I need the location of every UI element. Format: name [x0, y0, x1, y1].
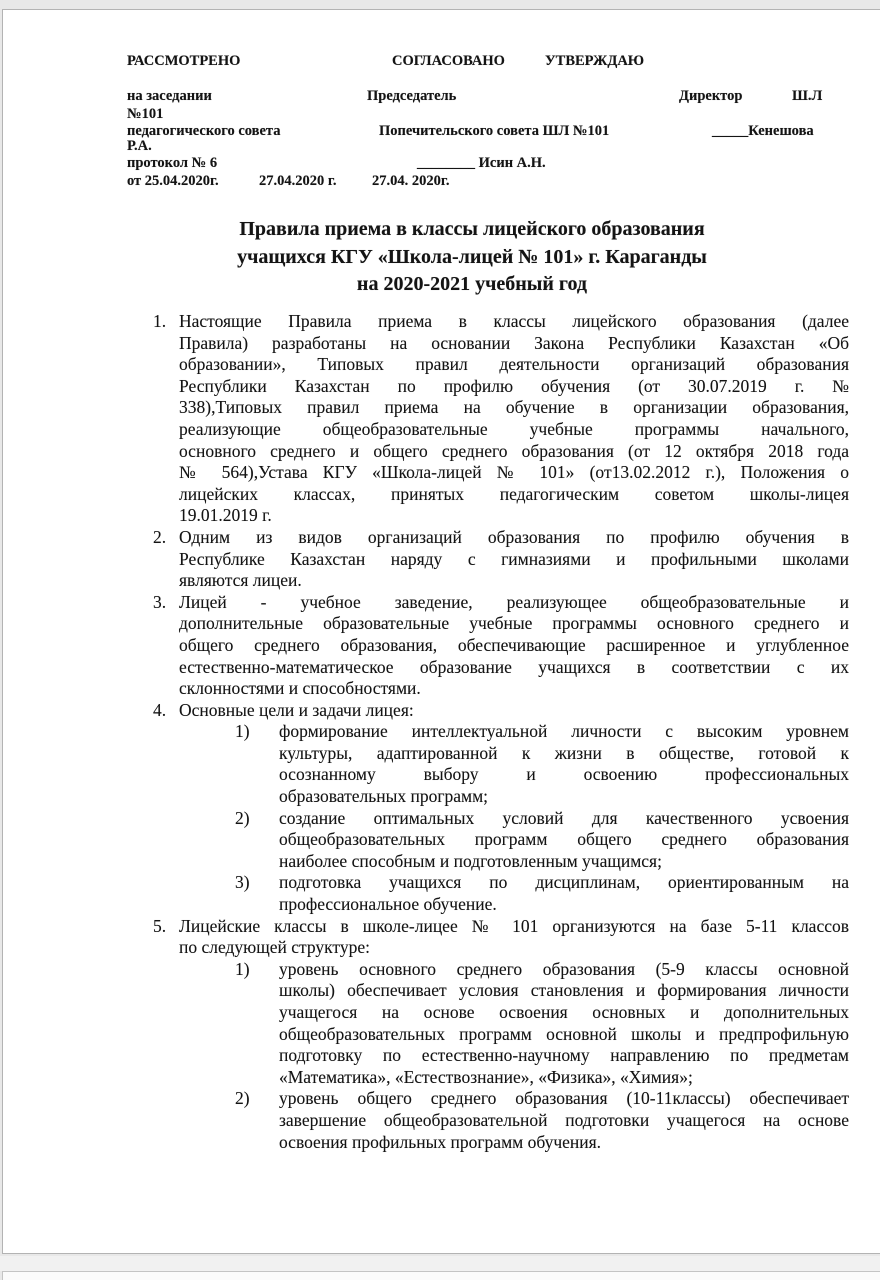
text-line: уровень общего среднего образования (10-11классы) обеспечивает — [279, 1088, 849, 1109]
reviewed-title: РАССМОТРЕНО — [127, 53, 241, 69]
sub-item-4-1 — [127, 721, 849, 807]
text-line: 19.01.2019 г. — [179, 505, 272, 526]
text-line: общего среднего образования, обеспечивающие расширенное и углубленное — [179, 634, 849, 655]
sub-item-4-3 — [127, 872, 849, 915]
text-line: освоения профильных программ обучения. — [279, 1131, 602, 1152]
sub-item-5-1 — [127, 959, 849, 1089]
text-line: учащегося на основе освоения основных и дополнительных — [279, 1002, 849, 1022]
list-item-3 — [127, 592, 849, 700]
sub-item-5-2 — [127, 1088, 849, 1153]
text-line: по следующей структуре: — [179, 937, 370, 958]
text-line: реализующие общеобразовательные учебные программы начального, — [179, 418, 849, 439]
approved-date: 27.04. 2020г. — [372, 173, 450, 189]
reviewed-line-meeting: на заседании — [127, 88, 212, 104]
text-line: являются лицеи. — [179, 570, 302, 591]
text-line: Настоящие Правила приема в классы лицейского образования (далее — [179, 311, 849, 331]
sub-item-number: 2) — [235, 807, 250, 828]
text-line: школы) обеспечивает условия становления и формирования личности — [279, 980, 849, 1001]
sub-item-4-2 — [127, 808, 849, 873]
agreed-date: 27.04.2020 г. — [259, 173, 337, 189]
text-line: образовательных программ; — [279, 786, 489, 807]
text-line: завершение общеобразовательной подготовки учащегося на основе — [279, 1109, 849, 1130]
list-item-1 — [127, 311, 849, 527]
text-line: подготовка учащихся по дисциплинам, ориентированным на — [279, 872, 849, 893]
sub-item-number: 1) — [235, 958, 250, 979]
text-line: образовании», Типовых правил деятельности организаций образования — [179, 354, 849, 375]
title-line: учащихся КГУ «Школа-лицей № 101» г. Караганды — [237, 245, 707, 268]
reviewed-line-initials: Р.А. — [127, 138, 152, 154]
text-line: уровень основного среднего образования (5-9 классы основной — [279, 958, 849, 979]
item-number: 3. — [153, 591, 167, 612]
approved-title: УТВЕРЖДАЮ — [545, 53, 645, 69]
item-number: 5. — [153, 915, 167, 936]
approved-director-label: Директор — [679, 88, 743, 104]
list-item-2 — [127, 527, 849, 592]
sub-item-number: 1) — [235, 721, 250, 742]
text-line: профессиональное обучение. — [279, 894, 497, 915]
text-line: № 564),Устава КГУ «Школа-лицей № 101» (от13.02.2012 г.), Положения о — [179, 462, 849, 483]
page-gap — [0, 1256, 880, 1271]
list-item-5 — [127, 916, 849, 959]
text-line: формирование интеллектуальной личности с высоким уровнем — [279, 721, 849, 742]
agreed-title: СОГЛАСОВАНО — [392, 53, 505, 69]
text-line: общеобразовательных программ общего среднего образования — [279, 829, 849, 850]
text-line: естественно-математическое образование учащихся в соответствии с их — [179, 656, 849, 677]
text-line: склонностями и способностями. — [179, 678, 421, 699]
text-line: культуры, адаптированной к жизни в обществе, готовой к — [279, 742, 849, 763]
approved-school-label: Ш.Л — [792, 88, 823, 104]
agreed-council: Попечительского совета ШЛ №101 — [379, 123, 610, 139]
approved-signature: _____Кенешова — [712, 123, 814, 139]
agreed-signature: ________ Исин А.Н. — [417, 155, 546, 171]
text-line: Правила) разработаны на основании Закона Республики Казахстан «Об — [179, 332, 849, 353]
reviewed-date: от 25.04.2020г. — [127, 173, 219, 189]
text-line: создание оптимальных условий для качественного усвоения — [279, 807, 849, 828]
item-number: 1. — [153, 311, 167, 331]
text-line: наиболее способным и подготовленным учащимся; — [279, 850, 662, 871]
text-line: основного среднего и общего среднего образования (от 12 октября 2018 года — [179, 440, 849, 461]
title-line: Правила приема в классы лицейского образования — [239, 218, 705, 240]
reviewed-line-council: педагогического совета — [127, 123, 281, 139]
text-line: Основные цели и задачи лицея: — [179, 699, 414, 720]
text-line: дополнительные образовательные учебные программы основного среднего и — [179, 613, 849, 634]
text-line: Лицейские классы в школе-лицее № 101 организуются на базе 5-11 классов — [179, 915, 849, 936]
next-page-edge — [2, 1271, 880, 1280]
reviewed-line-number: №101 — [127, 106, 164, 122]
item-number: 4. — [153, 699, 167, 720]
text-line: Республике Казахстан наряду с гимназиями и профильными школами — [179, 548, 849, 569]
reviewed-line-protocol: протокол № 6 — [127, 155, 218, 171]
text-line: подготовку по естественно-научному направлению по предметам — [279, 1045, 849, 1066]
document-title — [127, 216, 817, 299]
agreed-chairman: Председатель — [367, 88, 457, 104]
text-line: Лицей - учебное заведение, реализующее общеобразовательные и — [179, 591, 849, 612]
document-body — [127, 311, 849, 1153]
list-item-4 — [127, 700, 849, 722]
sub-item-number: 2) — [235, 1088, 250, 1109]
text-line: Одним из видов организаций образования по профилю обучения в — [179, 526, 849, 547]
item-number: 2. — [153, 526, 167, 547]
title-line: на 2020-2021 учебный год — [356, 273, 588, 295]
text-line: «Математика», «Естествознание», «Физика», «Химия»; — [279, 1066, 693, 1087]
text-line: 338),Типовых правил приема на обучение в организации образования, — [179, 397, 849, 418]
sub-item-number: 3) — [235, 872, 250, 893]
text-line: общеобразовательных программ основной школы и предпрофильную — [279, 1023, 849, 1044]
text-line: Республики Казахстан по профилю обучения (от 30.07.2019 г. № — [179, 375, 849, 396]
document-page — [2, 9, 880, 1254]
text-line: лицейских классах, принятых педагогическим советом школы-лицея — [179, 483, 849, 504]
text-line: осознанному выбору и освоению профессиональных — [279, 764, 849, 785]
